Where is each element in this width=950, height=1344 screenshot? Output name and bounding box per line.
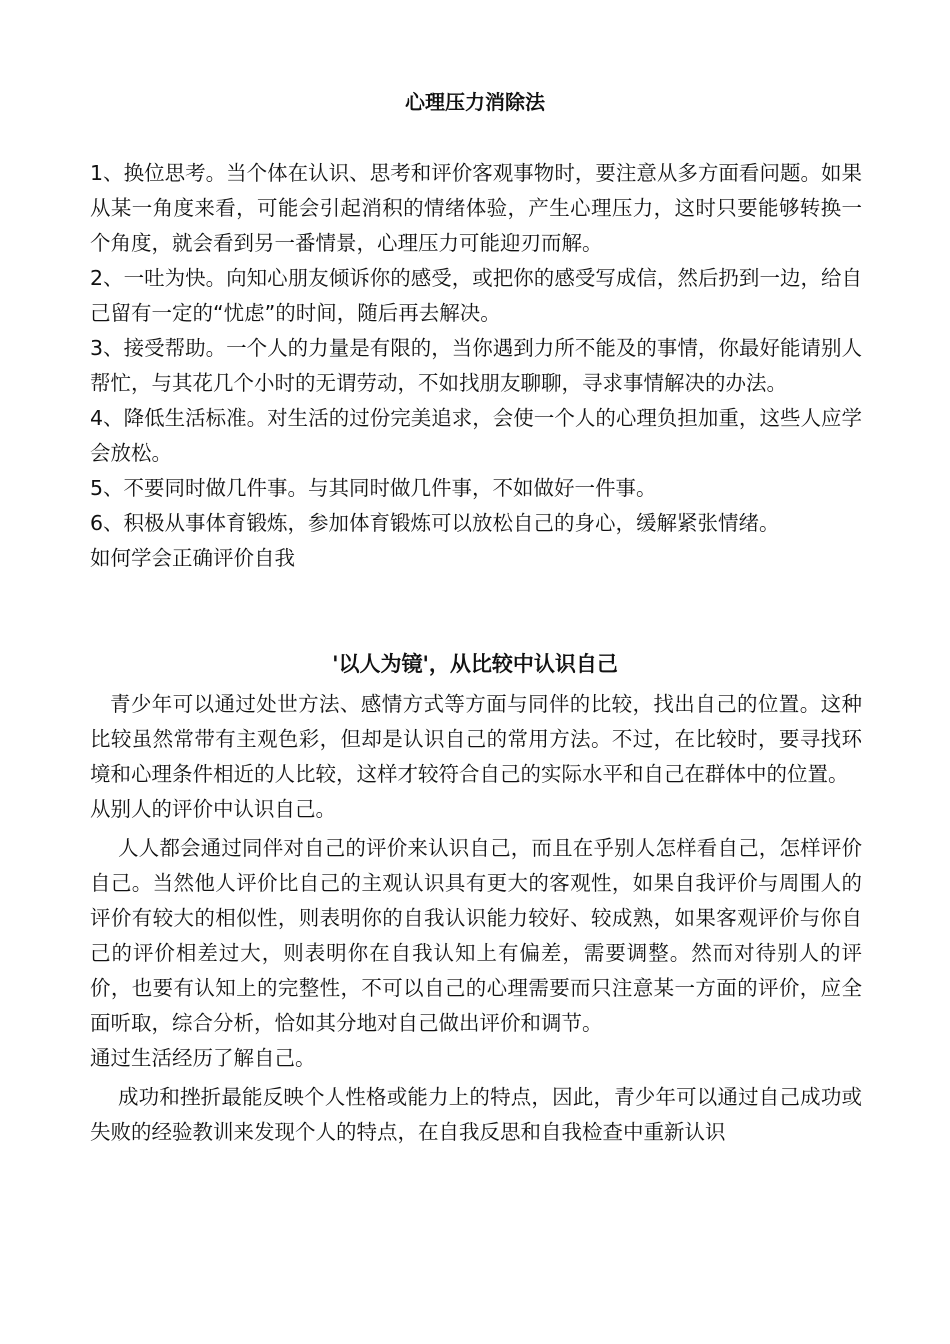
method-item-5: 5、不要同时做几件事。与其同时做几件事，不如做好一件事。: [90, 476, 657, 500]
method-item-1: 1、换位思考。当个体在认识、思考和评价客观事物时，要注意从多方面看问题。如果从某一角度来看，可能会引起消积的情绪体验，产生心理压力，这时只要能够转换一个角度，就会看到另一番情景，心理压力可能迎刃而解。: [90, 161, 862, 255]
method-item-6: 6、积极从事体育锻炼，参加体育锻炼可以放松自己的身心，缓解紧张情绪。: [90, 511, 780, 535]
paragraph-compare: 青少年可以通过处世方法、感情方式等方面与同伴的比较，找出自己的位置。这种比较虽然常带有主观色彩，但却是认识自己的常用方法。不过，在比较时，要寻找环境和心理条件相近的人比较，这样才较符合自己的实际水平和自己在群体中的位置。: [90, 692, 862, 786]
section-heading: 如何学会正确评价自我: [90, 546, 295, 570]
subtitle: '以人为镜'，从比较中认识自己: [332, 652, 618, 676]
paragraph-others-evaluation: 人人都会通过同伴对自己的评价来认识自己，而且在乎别人怎样看自己，怎样评价自己。当然他人评价比自己的主观认识具有更大的客观性，如果自我评价与周围人的评价有较大的相似性，则表明你的自我认识能力较好、较成熟，如果客观评价与你自己的评价相差过大，则表明你在自我认知上有偏差，需要调整。然而对待别人的评价，也要有认知上的完整性，不可以自己的心理需要而只注意某一方面的评价，应全面听取，综合分析，恰如其分地对自己做出评价和调节。: [90, 836, 862, 1035]
method-item-2: 2、一吐为快。向知心朋友倾诉你的感受，或把你的感受写成信，然后扔到一边，给自己留有一定的“忧虑”的时间，随后再去解决。: [90, 266, 862, 325]
heading-others-evaluation: 从别人的评价中认识自己。: [90, 797, 336, 821]
document-title: 心理压力消除法: [405, 90, 545, 114]
heading-life-experience: 通过生活经历了解自己。: [90, 1046, 316, 1070]
paragraph-life-experience: 成功和挫折最能反映个人性格或能力上的特点，因此，青少年可以通过自己成功或失败的经验教训来发现个人的特点，在自我反思和自我检查中重新认识: [90, 1085, 862, 1144]
method-item-4: 4、降低生活标准。对生活的过份完美追求，会使一个人的心理负担加重，这些人应学会放松。: [90, 406, 862, 465]
method-item-3: 3、接受帮助。一个人的力量是有限的，当你遇到力所不能及的事情，你最好能请别人帮忙，与其花几个小时的无谓劳动，不如找朋友聊聊，寻求事情解决的办法。: [90, 336, 862, 395]
stress-methods-section: [90, 156, 862, 576]
self-evaluation-section: [90, 687, 862, 1150]
